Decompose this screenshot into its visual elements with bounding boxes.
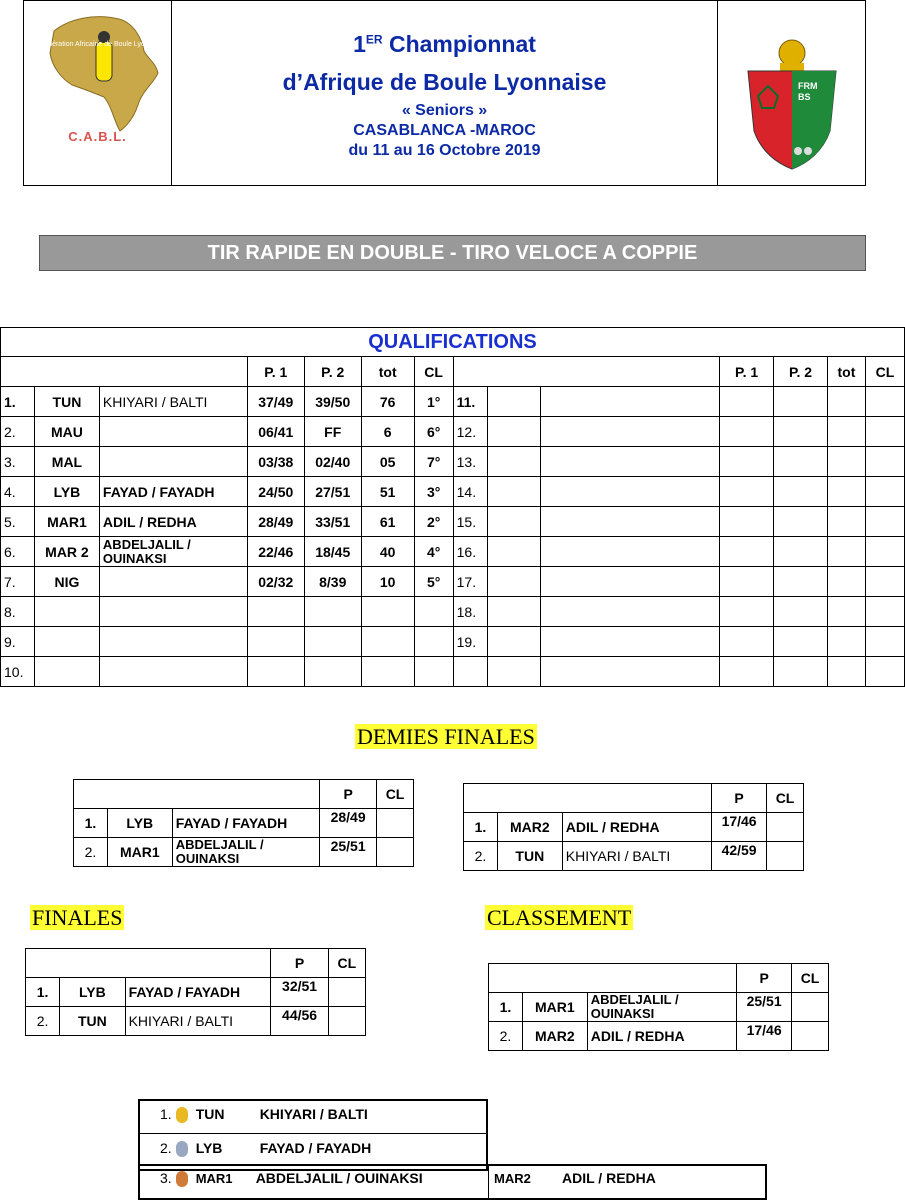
empty-cell [720, 627, 774, 657]
row-number: 5. [1, 507, 35, 537]
header-tot-right: tot [827, 357, 865, 387]
player-names: FAYAD / FAYADH [172, 809, 319, 838]
medal-icon [176, 1141, 188, 1157]
row-number: 2. [74, 838, 108, 867]
rank [377, 809, 414, 838]
empty-cell [774, 627, 828, 657]
player-names: FAYAD / FAYADH [125, 978, 271, 1007]
score-p2 [304, 627, 361, 657]
score-total: 51 [361, 477, 414, 507]
title-line-1: 1ER Championnat [353, 31, 536, 57]
empty-cell [541, 657, 720, 687]
header-blank [489, 964, 737, 993]
rank [377, 838, 414, 867]
rank [328, 978, 365, 1007]
row-number: 2. [489, 1022, 523, 1051]
header-cl: CL [328, 949, 365, 978]
podium-rank: 2. [160, 1140, 172, 1156]
team-code [34, 597, 99, 627]
team-code: MAR1 [522, 993, 587, 1022]
row-number-right: 13. [453, 447, 487, 477]
podium-players: ABDELJALIL / OUINAKSI [255, 1170, 423, 1186]
podium-row [160, 1106, 368, 1123]
table-row [464, 813, 804, 842]
rank [767, 842, 804, 871]
table-row [1, 507, 905, 537]
team-code [34, 657, 99, 687]
medal-icon [176, 1107, 188, 1123]
score-total [361, 657, 414, 687]
row-number: 2. [1, 417, 35, 447]
player-names: ADIL / REDHA [562, 813, 711, 842]
score-p2: 33/51 [304, 507, 361, 537]
row-number: 2. [464, 842, 498, 871]
empty-cell [541, 507, 720, 537]
row-number: 10. [1, 657, 35, 687]
score-p1: 03/38 [247, 447, 304, 477]
header-p: P [712, 784, 767, 813]
podium-row [160, 1140, 371, 1157]
rank: 2° [414, 507, 453, 537]
score-p: 42/59 [712, 842, 767, 871]
empty-cell [827, 627, 865, 657]
team-code: LYB [60, 978, 125, 1007]
rank [414, 597, 453, 627]
rank: 4° [414, 537, 453, 567]
row-number: 1. [26, 978, 60, 1007]
table-row [26, 1007, 366, 1036]
rank: 5° [414, 567, 453, 597]
demies-left-table [73, 779, 414, 867]
team-code: MAR 2 [34, 537, 99, 567]
header-blank-right [453, 357, 720, 387]
header-p2-right: P. 2 [774, 357, 828, 387]
cabl-logo [24, 1, 172, 185]
table-row [1, 447, 905, 477]
empty-cell [720, 447, 774, 477]
score-p1 [247, 627, 304, 657]
empty-cell [487, 567, 541, 597]
podium-team: MAR2 [494, 1171, 531, 1186]
score-total [361, 597, 414, 627]
rank: 7° [414, 447, 453, 477]
empty-cell [487, 447, 541, 477]
table-row [1, 387, 905, 417]
header-blank [74, 780, 320, 809]
header-p1: P. 1 [247, 357, 304, 387]
row-number-right: 16. [453, 537, 487, 567]
player-names: KHIYARI / BALTI [99, 387, 247, 417]
empty-cell [774, 417, 828, 447]
demies-right-table [463, 783, 804, 871]
event-banner: TIR RAPIDE EN DOUBLE - TIRO VELOCE A COPPIE [39, 235, 866, 271]
empty-cell [720, 537, 774, 567]
qual-header-row [1, 357, 905, 387]
team-code: MAR1 [107, 838, 172, 867]
score-p2: 39/50 [304, 387, 361, 417]
score-total: 76 [361, 387, 414, 417]
team-code: NIG [34, 567, 99, 597]
score-total: 40 [361, 537, 414, 567]
player-names [99, 417, 247, 447]
player-names [99, 447, 247, 477]
row-number: 3. [1, 447, 35, 477]
player-names: FAYAD / FAYADH [99, 477, 247, 507]
empty-cell [487, 657, 541, 687]
empty-cell [774, 507, 828, 537]
score-total: 61 [361, 507, 414, 537]
demies-left-header-row [74, 780, 414, 809]
rank [328, 1007, 365, 1036]
team-code: TUN [60, 1007, 125, 1036]
empty-cell [865, 417, 904, 447]
score-p: 25/51 [320, 838, 377, 867]
score-p1: 06/41 [247, 417, 304, 447]
podium-row [160, 1170, 423, 1187]
score-p: 17/46 [712, 813, 767, 842]
empty-cell [865, 597, 904, 627]
score-p2 [304, 657, 361, 687]
row-number-right: 15. [453, 507, 487, 537]
empty-cell [720, 477, 774, 507]
rank [792, 993, 829, 1022]
empty-cell [827, 657, 865, 687]
empty-cell [720, 567, 774, 597]
rank: 1° [414, 387, 453, 417]
team-code: MAR2 [497, 813, 562, 842]
player-names [99, 627, 247, 657]
empty-cell [774, 657, 828, 687]
rank: 3° [414, 477, 453, 507]
empty-cell [774, 567, 828, 597]
row-number-right: 17. [453, 567, 487, 597]
team-code: TUN [34, 387, 99, 417]
score-p1: 28/49 [247, 507, 304, 537]
empty-cell [865, 477, 904, 507]
empty-cell [865, 657, 904, 687]
score-p2: 8/39 [304, 567, 361, 597]
title-line-5: du 11 au 16 Octobre 2019 [348, 142, 541, 159]
row-number: 6. [1, 537, 35, 567]
podium-team: MAR1 [195, 1171, 233, 1186]
header-p: P [320, 780, 377, 809]
player-names: ABDELJALIL / OUINAKSI [587, 993, 736, 1022]
empty-cell [774, 477, 828, 507]
row-number-right: 14. [453, 477, 487, 507]
table-row [489, 993, 829, 1022]
podium-third-divider [488, 1164, 489, 1200]
table-row [1, 537, 905, 567]
title-line-2: d’Afrique de Boule Lyonnaise [282, 69, 607, 95]
empty-cell [774, 597, 828, 627]
classement-header-row [489, 964, 829, 993]
demies-title: DEMIES FINALES [357, 724, 535, 749]
header-blank [1, 357, 248, 387]
score-p1: 37/49 [247, 387, 304, 417]
score-p: 25/51 [737, 993, 792, 1022]
score-total: 10 [361, 567, 414, 597]
rank [414, 657, 453, 687]
rank: 6° [414, 417, 453, 447]
empty-cell [541, 597, 720, 627]
empty-cell [827, 537, 865, 567]
row-number: 7. [1, 567, 35, 597]
empty-cell [720, 507, 774, 537]
score-p1: 22/46 [247, 537, 304, 567]
empty-cell [487, 597, 541, 627]
row-number-right: 18. [453, 597, 487, 627]
score-p2: 02/40 [304, 447, 361, 477]
empty-cell [541, 477, 720, 507]
team-code: TUN [497, 842, 562, 871]
row-number: 9. [1, 627, 35, 657]
empty-cell [865, 387, 904, 417]
header-cl: CL [792, 964, 829, 993]
score-p: 44/56 [271, 1007, 328, 1036]
logo-text: C.A.B.L. [68, 129, 127, 144]
header-tot: tot [361, 357, 414, 387]
row-number: 1. [489, 993, 523, 1022]
table-row [1, 477, 905, 507]
table-row [1, 627, 905, 657]
podium-team: TUN [195, 1106, 225, 1122]
classement-table [488, 963, 829, 1051]
frmbs-logo [717, 1, 865, 185]
table-row [26, 978, 366, 1007]
team-code: LYB [34, 477, 99, 507]
qualifications-table [0, 356, 905, 687]
empty-cell [865, 447, 904, 477]
score-total [361, 627, 414, 657]
title-line-3: « Seniors » [401, 102, 488, 119]
player-names [99, 567, 247, 597]
empty-cell [827, 597, 865, 627]
row-number: 1. [1, 387, 35, 417]
empty-cell [865, 627, 904, 657]
empty-cell [827, 567, 865, 597]
rank [792, 1022, 829, 1051]
podium-players: FAYAD / FAYADH [259, 1140, 372, 1156]
score-p2: FF [304, 417, 361, 447]
empty-cell [487, 627, 541, 657]
row-number-right: 11. [453, 387, 487, 417]
header-cl: CL [377, 780, 414, 809]
player-names [99, 597, 247, 627]
table-row [1, 567, 905, 597]
podium-divider [138, 1133, 488, 1134]
player-names: ABDELJALIL / OUINAKSI [99, 537, 247, 567]
finales-header-row [26, 949, 366, 978]
header-blank [464, 784, 712, 813]
empty-cell [827, 417, 865, 447]
empty-cell [865, 567, 904, 597]
row-number: 4. [1, 477, 35, 507]
podium-rank: 3. [160, 1170, 172, 1186]
empty-cell [541, 387, 720, 417]
empty-cell [541, 537, 720, 567]
empty-cell [827, 477, 865, 507]
score-p1 [247, 657, 304, 687]
header-blank [26, 949, 271, 978]
empty-cell [487, 507, 541, 537]
podium-players: KHIYARI / BALTI [259, 1106, 368, 1122]
header-cl-right: CL [865, 357, 904, 387]
table-row [74, 809, 414, 838]
logo-caption: Confédération Africaine de Boule Lyonnaise [29, 41, 166, 48]
finales-title: FINALES [32, 905, 123, 930]
table-row [1, 657, 905, 687]
row-number: 1. [464, 813, 498, 842]
player-names [99, 657, 247, 687]
score-p: 17/46 [737, 1022, 792, 1051]
crest-letters: FRMBS [798, 81, 818, 102]
africa-map-icon [24, 1, 171, 185]
player-names: KHIYARI / BALTI [125, 1007, 271, 1036]
row-number-right: 19. [453, 627, 487, 657]
header-cl: CL [414, 357, 453, 387]
row-number-right: 12. [453, 417, 487, 447]
empty-cell [541, 417, 720, 447]
row-number: 2. [26, 1007, 60, 1036]
row-number-right [453, 657, 487, 687]
podium-rank: 1. [160, 1106, 172, 1122]
score-p2: 27/51 [304, 477, 361, 507]
row-number: 8. [1, 597, 35, 627]
score-p: 32/51 [271, 978, 328, 1007]
empty-cell [541, 627, 720, 657]
empty-cell [827, 507, 865, 537]
empty-cell [487, 417, 541, 447]
empty-cell [720, 387, 774, 417]
medal-icon [176, 1171, 188, 1187]
empty-cell [865, 537, 904, 567]
podium-team: LYB [195, 1140, 223, 1156]
header-cl: CL [767, 784, 804, 813]
score-p1: 24/50 [247, 477, 304, 507]
table-row [74, 838, 414, 867]
empty-cell [720, 657, 774, 687]
score-p1: 02/32 [247, 567, 304, 597]
table-row [1, 417, 905, 447]
empty-cell [774, 447, 828, 477]
score-p2 [304, 597, 361, 627]
classement-title: CLASSEMENT [487, 905, 632, 930]
empty-cell [487, 477, 541, 507]
podium-players: ADIL / REDHA [562, 1170, 656, 1186]
score-p: 28/49 [320, 809, 377, 838]
empty-cell [487, 387, 541, 417]
player-names: KHIYARI / BALTI [562, 842, 711, 871]
header-p1-right: P. 1 [720, 357, 774, 387]
score-total: 6 [361, 417, 414, 447]
header-p2: P. 2 [304, 357, 361, 387]
player-names: ADIL / REDHA [587, 1022, 736, 1051]
empty-cell [774, 387, 828, 417]
demies-right-header-row [464, 784, 804, 813]
empty-cell [541, 447, 720, 477]
qualifications-title: QUALIFICATIONS [0, 327, 905, 357]
team-code [34, 627, 99, 657]
empty-cell [865, 507, 904, 537]
empty-cell [541, 567, 720, 597]
title-line-4: CASABLANCA -MAROC [353, 122, 536, 139]
podium-third-extra [494, 1170, 656, 1186]
header-p: P [737, 964, 792, 993]
header-box [23, 0, 866, 186]
empty-cell [720, 417, 774, 447]
score-p1 [247, 597, 304, 627]
team-code: MAU [34, 417, 99, 447]
score-total: 05 [361, 447, 414, 477]
table-row [464, 842, 804, 871]
rank [414, 627, 453, 657]
team-code: LYB [107, 809, 172, 838]
title-block [171, 1, 718, 185]
team-code: MAL [34, 447, 99, 477]
rank [767, 813, 804, 842]
player-names: ADIL / REDHA [99, 507, 247, 537]
row-number: 1. [74, 809, 108, 838]
team-code: MAR1 [34, 507, 99, 537]
empty-cell [827, 447, 865, 477]
table-row [489, 1022, 829, 1051]
player-names: ABDELJALIL / OUINAKSI [172, 838, 319, 867]
finales-table [25, 948, 366, 1036]
empty-cell [827, 387, 865, 417]
empty-cell [487, 537, 541, 567]
empty-cell [774, 537, 828, 567]
header-p: P [271, 949, 328, 978]
empty-cell [720, 597, 774, 627]
team-code: MAR2 [522, 1022, 587, 1051]
score-p2: 18/45 [304, 537, 361, 567]
crest-icon [718, 1, 865, 185]
table-row [1, 597, 905, 627]
